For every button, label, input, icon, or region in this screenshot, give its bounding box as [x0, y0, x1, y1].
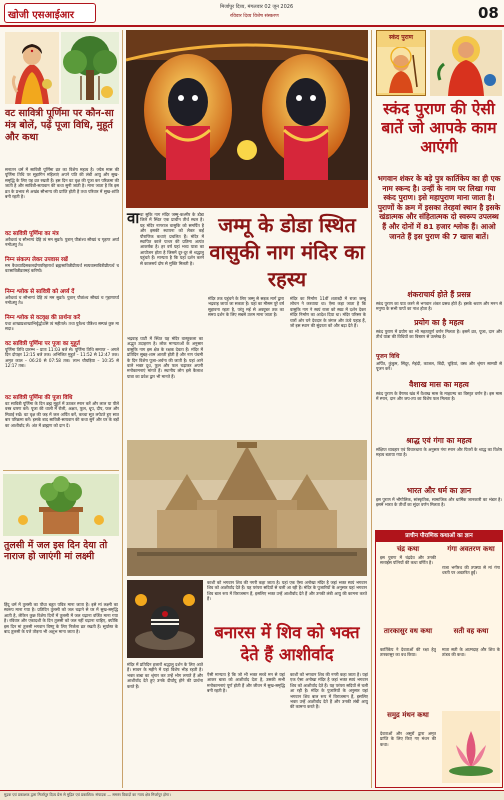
katha-3-body: माता सती के आत्मदाह और शिव के तांडव की कथा।	[442, 647, 500, 658]
page-number: 08	[478, 4, 499, 22]
center-top-intro: वा सुकि नाग मंदिर जम्मू-कश्मीर के डोडा जिले में स्थित एक प्राचीन तीर्थ स्थल है। यह मंदिर नागराज वासुकि को समर्पित है और इसकी स्थापना को लेकर कई पौराणिक कथाएं प्रचलित हैं। मंदिर में स्थापित काले पत्थर की प्रतिमा अत्यंत आकर्षक है। हर वर्ष यहां भव्य यात्रा का आयोजन होता है जिसमें दूर-दूर से श्रद्धालु पहुंचते हैं। मान्यता है कि यहां दर्शन करने से कालसर्प दोष से मुक्ति मिलती है।	[140, 212, 204, 266]
katha-box	[375, 530, 503, 788]
katha-4-body: देवताओं और असुरों द्वारा अमृत प्राप्ति के लिए किए गए मंथन की कथा।	[380, 731, 436, 747]
right-sec-3-body: स्कंद पुराण के वैष्णव खंड में वैशाख मास के माहात्म्य का विस्तृत वर्णन है। इस मास में स्नान, दान और जप-तप का विशेष फल मिलता है।	[376, 391, 502, 402]
center-headline: जम्मू के डोडा स्थित वासुकी नाग मंदिर का रहस्य	[209, 213, 365, 291]
banaras-body-4: काशी को भगवान शिव की नगरी कहा जाता है। यहां एक ऐसा अनोखा मंदिर है जहां भक्त स्वयं भगवान शिव को आशीर्वाद देते हैं। यह परंपरा सदियों से चली आ रही है। मंदिर के पुजारियों के अनुसार यहां भगवान शिव बाल रूप में विराजमान हैं, इसलिए भक्त उन्हें आशीर्वाद देते हैं और उनकी लंबी आयु की कामना करते हैं।	[290, 672, 368, 710]
right-sec-2-body: अर्पित, कुंकुम, सिंदूर, मेहंदी, काजल, बिंदी, चूड़ियां, वस्त्र और श्रृंगार सामग्री से पूजन करें।	[376, 361, 502, 372]
vasuki-idol-photo	[126, 30, 368, 208]
katha-2-title: तारकासुर वध कथा	[383, 627, 433, 635]
left-col-divider	[122, 30, 123, 788]
right-sec-0-body: स्कंद पुराण का पाठ करने से भगवान शंकर प्रसन्न होते हैं। इसके श्रवण और मनन से मनुष्य के सभी पापों का नाश होता है।	[376, 301, 502, 312]
left-divider	[3, 470, 119, 471]
katha-0-body: इस पुराण में चंद्रदेव और उनकी सत्ताईस पत्नियों की कथा वर्णित है।	[380, 555, 436, 566]
left-sec-1-title: निम्न संकल्प लेकर उपवास रखें	[5, 257, 68, 263]
tulsi-plant-icon	[3, 474, 119, 536]
left-sec-1-body: मम वैधव्यादिसकलदोषपरिहारार्थं ब्रह्मसावित्रीप्रीत्यर्थं सत्यवत्सावित्रीप्रीत्यर्थं च वटसावित्रीव्रतमहं करिष्ये।	[5, 263, 119, 274]
center-col-divider	[371, 30, 372, 788]
right-sec-5-title: भारत और धर्म का ज्ञान	[406, 486, 472, 495]
deity-painting-icon	[430, 30, 502, 96]
left-sec-3-body: यथा शाखाप्रशाखाभिर्वृद्धोऽसि त्वं महीतले। तथा पुत्रैश्च पौत्रैश्च सम्पन्नं कुरु मा सदा॥	[5, 321, 119, 332]
right-lead: भगवान शंकर के बड़े पुत्र कार्तिकेय का ही एक नाम स्कन्द है। उन्हीं के नाम पर लिखा गया स्कंद पुराण। इसे महापुराण माना जाता है। पुराणों के क्रम में इसका तेरहवां स्थान है इसके खंडात्मक और संहितात्मक दो स्वरूप उपलब्ध हैं और दोनों में 81 हजार श्लोक हैं। आओ जानते हैं इस पुराण की 7 खास बातें।	[377, 174, 501, 241]
left-sec-0-title: वट सावित्री पूर्णिमा का मंत्र	[5, 231, 59, 237]
left-sec-0-body: अवैधव्यं च सौभाग्यं देहि त्वं मम सुव्रते। पुत्रान् पौत्रांश्च सौख्यं च गृहाण अर्घ्यं नमोऽस्तु ते॥	[5, 237, 119, 248]
section-title: खोजी एसआईआर	[8, 10, 74, 21]
right-sec-2-title: पूजन विधि	[376, 353, 400, 360]
kartikeya-figure-icon	[377, 47, 425, 93]
left-sec-5-body: वट सावित्री पूर्णिमा के दिन ब्रह्म मुहूर्त में उठकर स्नान करें और लाल या पीले वस्त्र धारण करें। पूजा की थाली में रोली, अक्षत, फूल, धूप, दीप, फल और मिठाई रखें। वट वृक्ष की जड़ में जल अर्पित करें, कच्चा सूत लपेटते हुए सात बार परिक्रमा करें। इसके बाद सावित्री-सत्यवान की कथा सुनें और घर के बड़ों का आशीर्वाद लें। अंत में ब्राह्मण को दान दें।	[5, 401, 119, 428]
temple-photo	[127, 440, 367, 576]
tulsi-headline: तुलसी में जल इस दिन देया तो नाराज हो जाएंगी मां लक्ष्मी	[4, 540, 108, 563]
left-sec-2-title: निम्न श्लोक से सावित्री को अर्घ्य दें	[5, 289, 75, 295]
katha-header: प्राचीन पौराणिक कथाओं का ज्ञान	[376, 531, 502, 542]
stone-temple-icon	[127, 440, 367, 576]
left-headline: वट सावित्री पूर्णिमा पर कौन-सा मंत्र बोलें, पढ़ें पूजा विधि, मुहूर्त और कथा	[5, 108, 114, 143]
katha-3-title: सती वह कथा	[453, 627, 489, 635]
left-sec-5-title: वट सावित्री पूर्णिमा की पूजा विधि	[5, 395, 73, 401]
banaras-body-2: मंदिर में प्रतिदिन हजारों श्रद्धालु दर्शन के लिए आते हैं। सावन के महीने में यहां विशेष भीड़ रहती है। भक्त बाबा का श्रृंगार कर उन्हें भोग लगाते हैं और आशीर्वाद देते हुए उनके दीर्घायु होने की प्रार्थना करते हैं।	[127, 662, 203, 689]
left-intro: सनातन धर्म में सावित्री पूर्णिमा व्रत का विशेष महत्व है। ज्येष्ठ मास की पूर्णिमा तिथि पर सुहागिन महिलाएं अपने पति की लंबी आयु और सुख-समृद्धि के लिए यह व्रत रखती हैं। इस दिन वट वृक्ष की पूजा कर परिक्रमा की जाती है और सावित्री-सत्यवान की कथा सुनी जाती है। माना जाता है कि इस व्रत के प्रभाव से अखंड सौभाग्य की प्राप्ति होती है तथा परिवार में सुख-शांति बनी रहती है।	[5, 167, 119, 200]
footer-line: मुद्रक एवं प्रकाशक द्वारा मिर्जापुर दिव्य प्रेस से मुद्रित एवं प्रकाशित। संपादक — समस्त विवादों का न्याय क्षेत्र मिर्जापुर होगा।	[4, 792, 171, 797]
right-sec-4-body: संक्षिप्त व्यवहार एवं विचारधारा के अनुसार गंगा स्नान और पितरों के श्राद्ध का विशेष महत्व बताया गया है।	[376, 447, 502, 458]
katha-1-title: गंगा अवतरण कथा	[447, 545, 495, 553]
banaras-headline: बनारस में शिव को भक्त देते हैं आशीर्वाद	[214, 623, 360, 664]
masthead	[0, 0, 504, 27]
tulsi-photo	[3, 474, 119, 536]
banaras-body-3: ऐसी मान्यता है कि जो भी भक्त सच्चे मन से यहां आकर बाबा को आशीर्वाद देता है, उसकी सभी मनोकामनाएं पूर्ण होती हैं और जीवन में सुख-समृद्धि बनी रहती है।	[207, 672, 285, 694]
left-sec-3-title: निम्न श्लोक से वटवृक्ष की प्रार्थना करें	[5, 315, 80, 321]
shivling-icon	[127, 580, 203, 658]
kartikeya-painting	[430, 30, 502, 96]
right-sec-1-body: स्कंद पुराण में प्रयोग का भी महत्वपूर्ण वर्णन मिलता है। इसमें व्रत, पूजा, दान और तीर्थ यात्रा की विधियों का विस्तार से उल्लेख है।	[376, 329, 502, 340]
katha-illustration	[442, 711, 500, 783]
left-sec-4-title: वट सावित्री पूर्णिमा पर पूजा का मुहूर्त	[5, 341, 80, 347]
drop-cap: वा	[127, 209, 140, 227]
tree-illustration	[61, 32, 119, 104]
tulsi-body: हिंदू धर्म में तुलसी का पौधा बहुत पवित्र माना जाता है। इसे मां लक्ष्मी का स्वरूप माना गया है। प्रतिदिन तुलसी को जल चढ़ाने से घर में सुख-समृद्धि आती है, लेकिन कुछ विशेष दिनों में तुलसी में जल चढ़ाना वर्जित माना गया है। रविवार और एकादशी के दिन तुलसी को जल नहीं चढ़ाना चाहिए, क्योंकि इस दिन मां तुलसी भगवान विष्णु के लिए निर्जला व्रत रखती हैं। सूर्यास्त के बाद तुलसी के पत्ते तोड़ना भी अशुभ माना जाता है।	[4, 602, 118, 635]
book-title: स्कंद पुराण	[389, 34, 413, 41]
katha-1-body: राजा भगीरथ की तपस्या से मां गंगा धरती पर अवतरित हुईं।	[442, 565, 500, 576]
right-sec-3-title: वैशाख मास का महत्व	[409, 380, 469, 389]
right-sec-0-title: शंकराचार्य होते हैं प्रसन्न	[407, 290, 471, 299]
center-mid-body3: मंदिर का निर्माण 11वीं शताब्दी में राजा जम्बू लोचन ने करवाया था। ऐसा कहा जाता है कि वासुकि नाग ने स्वयं राजा को स्वप्न में दर्शन देकर मंदिर निर्माण का आदेश दिया था। मंदिर परिसर के चारों ओर घने देवदार के जंगल और ऊंचे पहाड़ हैं, जो इस स्थान की सुंदरता को और बढ़ा देते हैं।	[290, 296, 366, 329]
temple-idols-icon	[126, 30, 368, 208]
lotus-icon	[442, 711, 500, 783]
left-sec-2-body: अवैधव्यं च सौभाग्यं देहि त्वं मम सुव्रते। पुत्रान् पौत्रांश्च सौख्यं च गृहाणार्घ्यं नमोऽस्तु ते॥	[5, 295, 119, 306]
left-sec-4-body: पूर्णिमा तिथि प्रारम्भ – प्रातः 11:03 बजे से। पूर्णिमा तिथि समाप्त – अगले दिन दोपहर 12:15 बजे तक। अभिजित मुहूर्त – 11:52 से 12:47 तक। अमृत काल – 06:20 से 07:58 तक। लाभ चौघड़िया – 10:35 से 12:17 तक।	[5, 347, 119, 369]
left-column	[3, 30, 119, 550]
banaras-body: काशी को भगवान शिव की नगरी कहा जाता है। यहां एक ऐसा अनोखा मंदिर है जहां भक्त स्वयं भगवान शिव को आशीर्वाद देते हैं। यह परंपरा सदियों से चली आ रही है। मंदिर के पुजारियों के अनुसार यहां भगवान शिव बाल रूप में विराजमान हैं, इसलिए भक्त उन्हें आशीर्वाद देते हैं और उनकी लंबी आयु की कामना करते हैं।	[207, 580, 367, 602]
katha-0-title: चंद्र कथा	[396, 545, 420, 553]
edition-tagline: रविवार दिव्य विशेष संस्करण	[230, 14, 279, 19]
woman-figure-icon	[5, 32, 59, 104]
katha-2-body: कार्तिकेय ने देवताओं की रक्षा हेतु तारकासुर का वध किया।	[380, 647, 436, 658]
right-sec-4-title: श्राद्ध एवं गंगा का महत्व	[406, 436, 472, 445]
banyan-tree-icon	[61, 32, 119, 104]
right-sec-5-body: इस पुराण में भौगोलिक, सांस्कृतिक, सामाजिक और धार्मिक जानकारी का भंडार है। इसमें भारत के तीर्थों का सुंदर वर्णन मिलता है।	[376, 497, 502, 508]
woman-illustration	[5, 32, 59, 104]
right-headline: स्कंद पुराण की ऐसी बातें जो आपके काम आएंगी	[381, 100, 497, 156]
center-mid-body: भद्रवाह घाटी में स्थित यह मंदिर वास्तुकला का अद्भुत उदाहरण है। लोक मान्यताओं के अनुसार वासुकि नाग इस क्षेत्र के रक्षक देवता हैं। मंदिर में प्रतिदिन सुबह-शाम आरती होती है और नाग पंचमी के दिन विशेष पूजा-अर्चना की जाती है। यहां आने वाले भक्त दूध, फूल और फल चढ़ाकर अपनी मनोकामनाएं मांगते हैं। स्थानीय लोग इसे कैलाश यात्रा का प्रवेश द्वार भी मानते हैं।	[127, 336, 203, 379]
right-sec-1-title: प्रयोग का है महत्व	[414, 318, 464, 327]
katha-4-title: समुद्र मंथन कथा	[387, 711, 429, 719]
shiva-photo	[127, 580, 203, 658]
center-mid-body2: मंदिर तक पहुंचने के लिए जम्मू से सड़क मार्ग द्वारा भद्रवाह जाया जा सकता है। यहां का मौसम पूरे वर्ष सुहावना रहता है, परंतु मई से अक्टूबर तक का समय दर्शन के लिए सबसे उत्तम माना जाता है।	[208, 296, 284, 318]
edition-line: मिर्जापुर दिव्य, मंगलवार 02 जून 2026	[220, 4, 294, 10]
